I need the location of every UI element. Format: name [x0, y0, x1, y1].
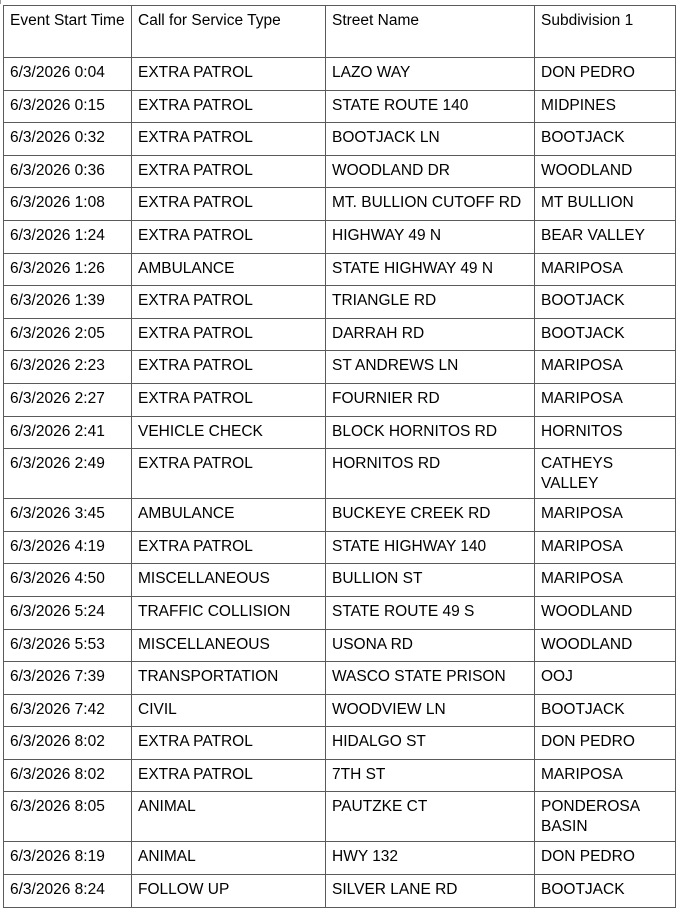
event-start-time-cell: 6/3/2026 5:53 [4, 629, 132, 662]
call-type-cell: AMBULANCE [132, 253, 326, 286]
subdivision-cell: PONDEROSA BASIN [535, 792, 676, 842]
street-name-cell: LAZO WAY [326, 58, 535, 91]
event-start-time-cell: 6/3/2026 4:50 [4, 564, 132, 597]
event-start-time-cell: 6/3/2026 8:24 [4, 875, 132, 908]
street-name-cell: BULLION ST [326, 564, 535, 597]
call-type-cell: MISCELLANEOUS [132, 564, 326, 597]
subdivision-cell: MIDPINES [535, 90, 676, 123]
table-row [4, 286, 676, 319]
event-start-time-cell: 6/3/2026 8:05 [4, 792, 132, 842]
event-start-time-cell: 6/3/2026 0:32 [4, 123, 132, 156]
event-start-time-cell: 6/3/2026 2:05 [4, 318, 132, 351]
subdivision-cell: DON PEDRO [535, 842, 676, 875]
event-start-time-cell: 6/3/2026 8:02 [4, 759, 132, 792]
page-corner-mark [0, 0, 5, 4]
header-subdivision: Subdivision 1 [535, 6, 676, 58]
header-street-name: Street Name [326, 6, 535, 58]
call-type-cell: EXTRA PATROL [132, 123, 326, 156]
subdivision-cell: BOOTJACK [535, 123, 676, 156]
table-row [4, 564, 676, 597]
table-row [4, 694, 676, 727]
subdivision-cell: WOODLAND [535, 596, 676, 629]
street-name-cell: WOODLAND DR [326, 155, 535, 188]
table-row [4, 351, 676, 384]
call-type-cell: EXTRA PATROL [132, 531, 326, 564]
event-start-time-cell: 6/3/2026 1:08 [4, 188, 132, 221]
event-start-time-cell: 6/3/2026 0:15 [4, 90, 132, 123]
table-row [4, 629, 676, 662]
call-type-cell: EXTRA PATROL [132, 318, 326, 351]
header-row [4, 6, 676, 58]
table-row [4, 123, 676, 156]
subdivision-cell: MARIPOSA [535, 564, 676, 597]
table-row [4, 842, 676, 875]
subdivision-cell: WOODLAND [535, 629, 676, 662]
table-row [4, 253, 676, 286]
call-type-cell: EXTRA PATROL [132, 449, 326, 499]
event-start-time-cell: 6/3/2026 2:41 [4, 416, 132, 449]
street-name-cell: ST ANDREWS LN [326, 351, 535, 384]
event-start-time-cell: 6/3/2026 7:42 [4, 694, 132, 727]
call-type-cell: EXTRA PATROL [132, 58, 326, 91]
call-type-cell: FOLLOW UP [132, 875, 326, 908]
subdivision-cell: DON PEDRO [535, 727, 676, 760]
street-name-cell: HIDALGO ST [326, 727, 535, 760]
table-row [4, 499, 676, 532]
street-name-cell: PAUTZKE CT [326, 792, 535, 842]
subdivision-cell: MARIPOSA [535, 499, 676, 532]
call-type-cell: TRANSPORTATION [132, 662, 326, 695]
subdivision-cell: MT BULLION [535, 188, 676, 221]
call-type-cell: EXTRA PATROL [132, 220, 326, 253]
subdivision-cell: MARIPOSA [535, 383, 676, 416]
call-type-cell: VEHICLE CHECK [132, 416, 326, 449]
street-name-cell: BUCKEYE CREEK RD [326, 499, 535, 532]
event-start-time-cell: 6/3/2026 0:36 [4, 155, 132, 188]
call-type-cell: EXTRA PATROL [132, 286, 326, 319]
subdivision-cell: BOOTJACK [535, 286, 676, 319]
street-name-cell: BLOCK HORNITOS RD [326, 416, 535, 449]
event-start-time-cell: 6/3/2026 2:27 [4, 383, 132, 416]
street-name-cell: HORNITOS RD [326, 449, 535, 499]
street-name-cell: STATE HIGHWAY 49 N [326, 253, 535, 286]
street-name-cell: BOOTJACK LN [326, 123, 535, 156]
call-type-cell: EXTRA PATROL [132, 351, 326, 384]
event-start-time-cell: 6/3/2026 7:39 [4, 662, 132, 695]
table-row [4, 383, 676, 416]
call-type-cell: EXTRA PATROL [132, 90, 326, 123]
subdivision-cell: MARIPOSA [535, 531, 676, 564]
subdivision-cell: CATHEYS VALLEY [535, 449, 676, 499]
subdivision-cell: HORNITOS [535, 416, 676, 449]
subdivision-cell: MARIPOSA [535, 253, 676, 286]
table-row [4, 220, 676, 253]
header-call-for-service-type: Call for Service Type [132, 6, 326, 58]
event-start-time-cell: 6/3/2026 8:19 [4, 842, 132, 875]
event-start-time-cell: 6/3/2026 1:24 [4, 220, 132, 253]
subdivision-cell: OOJ [535, 662, 676, 695]
calls-for-service-table [3, 5, 676, 908]
subdivision-cell: BOOTJACK [535, 318, 676, 351]
table-body [4, 58, 676, 908]
subdivision-cell: MARIPOSA [535, 351, 676, 384]
street-name-cell: SILVER LANE RD [326, 875, 535, 908]
street-name-cell: 7TH ST [326, 759, 535, 792]
call-type-cell: TRAFFIC COLLISION [132, 596, 326, 629]
subdivision-cell: BOOTJACK [535, 875, 676, 908]
call-type-cell: EXTRA PATROL [132, 155, 326, 188]
street-name-cell: HWY 132 [326, 842, 535, 875]
event-start-time-cell: 6/3/2026 3:45 [4, 499, 132, 532]
table-row [4, 531, 676, 564]
street-name-cell: FOURNIER RD [326, 383, 535, 416]
street-name-cell: DARRAH RD [326, 318, 535, 351]
street-name-cell: TRIANGLE RD [326, 286, 535, 319]
table-row [4, 155, 676, 188]
call-type-cell: MISCELLANEOUS [132, 629, 326, 662]
call-type-cell: ANIMAL [132, 842, 326, 875]
event-start-time-cell: 6/3/2026 1:39 [4, 286, 132, 319]
subdivision-cell: BEAR VALLEY [535, 220, 676, 253]
call-type-cell: EXTRA PATROL [132, 188, 326, 221]
street-name-cell: WASCO STATE PRISON [326, 662, 535, 695]
event-start-time-cell: 6/3/2026 1:26 [4, 253, 132, 286]
calls-for-service-document [3, 5, 676, 908]
table-row [4, 90, 676, 123]
street-name-cell: HIGHWAY 49 N [326, 220, 535, 253]
subdivision-cell: BOOTJACK [535, 694, 676, 727]
call-type-cell: EXTRA PATROL [132, 759, 326, 792]
street-name-cell: STATE ROUTE 140 [326, 90, 535, 123]
subdivision-cell: DON PEDRO [535, 58, 676, 91]
table-row [4, 449, 676, 499]
event-start-time-cell: 6/3/2026 0:04 [4, 58, 132, 91]
table-row [4, 792, 676, 842]
event-start-time-cell: 6/3/2026 4:19 [4, 531, 132, 564]
call-type-cell: ANIMAL [132, 792, 326, 842]
table-row [4, 727, 676, 760]
event-start-time-cell: 6/3/2026 2:49 [4, 449, 132, 499]
subdivision-cell: MARIPOSA [535, 759, 676, 792]
street-name-cell: STATE HIGHWAY 140 [326, 531, 535, 564]
event-start-time-cell: 6/3/2026 2:23 [4, 351, 132, 384]
street-name-cell: WOODVIEW LN [326, 694, 535, 727]
street-name-cell: MT. BULLION CUTOFF RD [326, 188, 535, 221]
table-row [4, 759, 676, 792]
table-row [4, 58, 676, 91]
event-start-time-cell: 6/3/2026 5:24 [4, 596, 132, 629]
table-row [4, 875, 676, 908]
table-row [4, 596, 676, 629]
table-row [4, 188, 676, 221]
street-name-cell: STATE ROUTE 49 S [326, 596, 535, 629]
call-type-cell: EXTRA PATROL [132, 383, 326, 416]
call-type-cell: AMBULANCE [132, 499, 326, 532]
call-type-cell: EXTRA PATROL [132, 727, 326, 760]
event-start-time-cell: 6/3/2026 8:02 [4, 727, 132, 760]
table-row [4, 416, 676, 449]
subdivision-cell: WOODLAND [535, 155, 676, 188]
call-type-cell: CIVIL [132, 694, 326, 727]
table-header [4, 6, 676, 58]
street-name-cell: USONA RD [326, 629, 535, 662]
header-event-start-time: Event Start Time [4, 6, 132, 58]
table-row [4, 318, 676, 351]
table-row [4, 662, 676, 695]
